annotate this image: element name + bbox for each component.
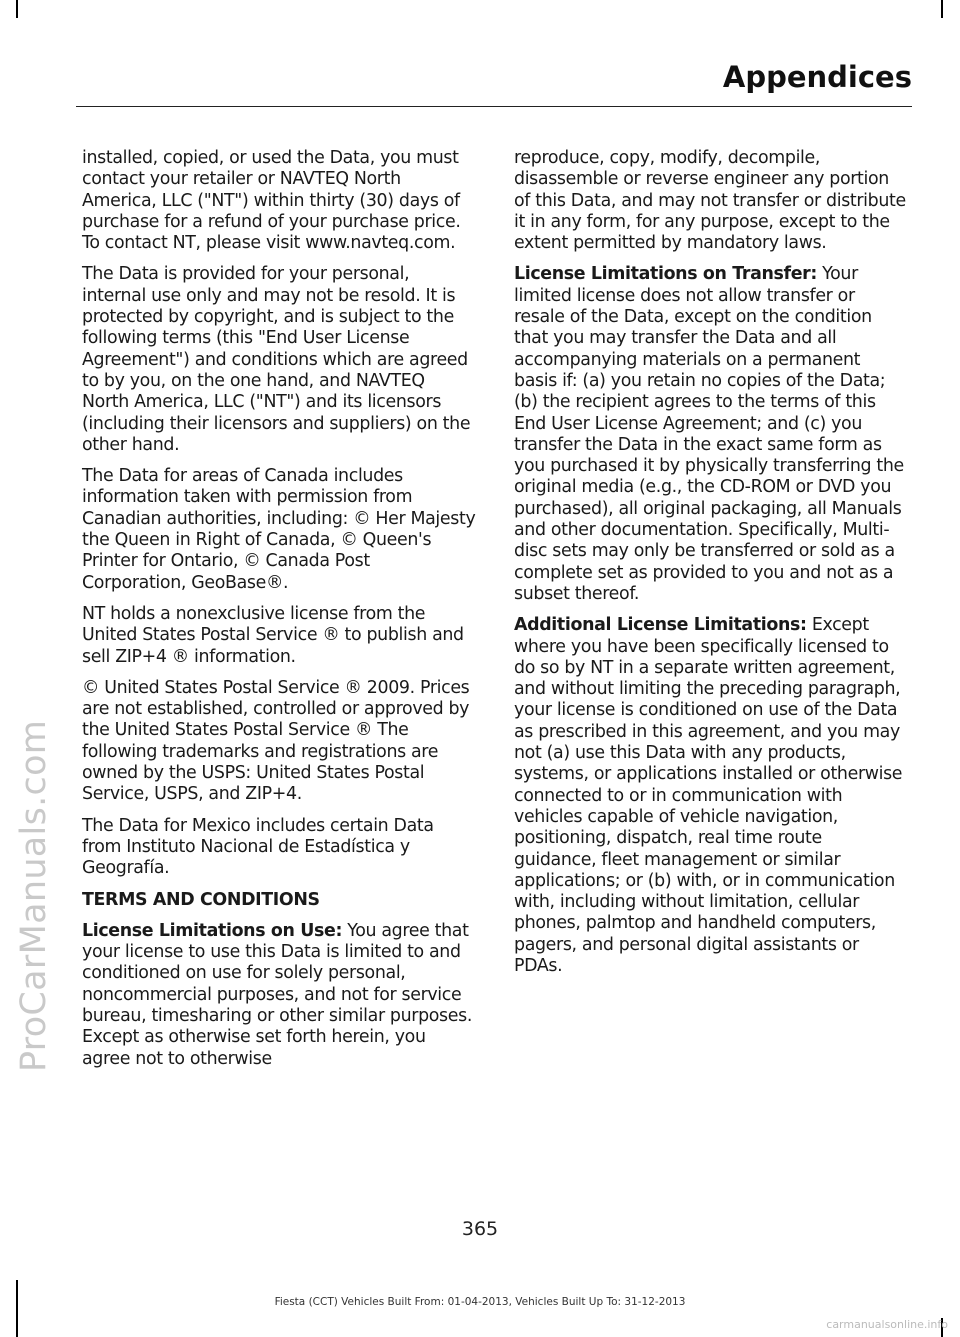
paragraph: The Data for Mexico includes certain Data from Instituto Nacional de Estadística y Geografía. <box>82 815 434 879</box>
left-column <box>82 148 476 1080</box>
crop-mark-top-left <box>16 0 18 18</box>
header-divider <box>76 106 912 107</box>
paragraph: The Data for areas of Canada includes information taken with permission from Canadian authorities, including: © Her Majesty the Queen in Right of Canada, © Queen's Printer for Ontario, © Canada Post Corporation, GeoBase®. <box>82 466 476 593</box>
crop-mark-bottom-left <box>16 1280 18 1337</box>
paragraph <box>514 264 908 605</box>
right-column <box>514 148 908 987</box>
page-number: 365 <box>461 1218 499 1240</box>
paragraph <box>82 921 476 1070</box>
page-title: Appendices <box>722 60 912 94</box>
paragraph: NT holds a nonexclusive license from the United States Postal Service ® to publish and sell ZIP+4 ® information. <box>82 603 464 667</box>
paragraph-text: You agree that your license to use this Data is limited to and conditioned on use for solely personal, noncommercial purposes, and not for service bureau, timesharing or other similar purposes. Except as otherwise set forth herein, you agree not to otherwise <box>82 920 473 1069</box>
paragraph: reproduce, copy, modify, decompile, disassemble or reverse engineer any portion of this Data, and may not transfer or distribute it in any form, for any purpose, except to the extent permitted by mandatory laws. <box>514 148 906 254</box>
crop-mark-top-right <box>941 0 943 18</box>
side-watermark: ProCarManuals.com <box>14 719 54 1072</box>
inline-heading: Additional License Limitations: <box>514 615 807 636</box>
footer-text: Fiesta (CCT) Vehicles Built From: 01-04-2013, Vehicles Built Up To: 31-12-2013 <box>274 1296 686 1308</box>
paragraph: The Data is provided for your personal, internal use only and may not be resold. It is protected by copyright, and is subject to the following terms (this "End User License Agreement") and conditions which are agreed to by you, on the one hand, and NAVTEQ North America, LLC ("NT") and its licensors (including their licensors and suppliers) on the other hand. <box>82 264 471 455</box>
inline-heading: License Limitations on Use: <box>82 920 343 941</box>
paragraph: installed, copied, or used the Data, you must contact your retailer or NAVTEQ North America, LLC ("NT") within thirty (30) days of purchase for a refund of your purchase price. To contact NT, please visit www.navteq.com. <box>82 148 461 254</box>
section-heading: TERMS AND CONDITIONS <box>82 889 320 910</box>
inline-heading: License Limitations on Transfer: <box>514 264 817 285</box>
paragraph-text: Your limited license does not allow transfer or resale of the Data, except on the condition that you may transfer the Data and all accompanying materials on a permanent basis if: (a) you retain no copies of the Data; (b) the recipient agrees to the terms of this End User License Agreement; and (c) you transfer the Data in the exact same form as you purchased it by physically transferring the original media (e.g., the CD-ROM or DVD you purchased), all original packaging, all Manuals and other documentation. Specifically, Multi-disc sets may only be transferred or sold as a complete set as provided to you and not as a subset thereof. <box>514 264 904 604</box>
paragraph <box>514 615 908 977</box>
site-watermark: carmanualsonline.info <box>826 1318 948 1331</box>
paragraph-text: Except where you have been specifically licensed to do so by NT in a separate written agreement, and without limiting the preceding paragraph, your license is conditioned on use of the Data as prescribed in this agreement, and you may not (a) use this Data with any products, systems, or applications installed or otherwise connected to or in communication with vehicles capable of vehicle navigation, positioning, dispatch, real time route guidance, fleet management or similar applications; or (b) with, or in communication with, including without limitation, cellular phones, palmtop and handheld computers, pagers, and personal digital assistants or PDAs. <box>514 615 903 976</box>
paragraph: © United States Postal Service ® 2009. Prices are not established, controlled or approved by the United States Postal Service ® The following trademarks and registrations are owned by the USPS: United States Postal Service, USPS, and ZIP+4. <box>82 677 470 805</box>
